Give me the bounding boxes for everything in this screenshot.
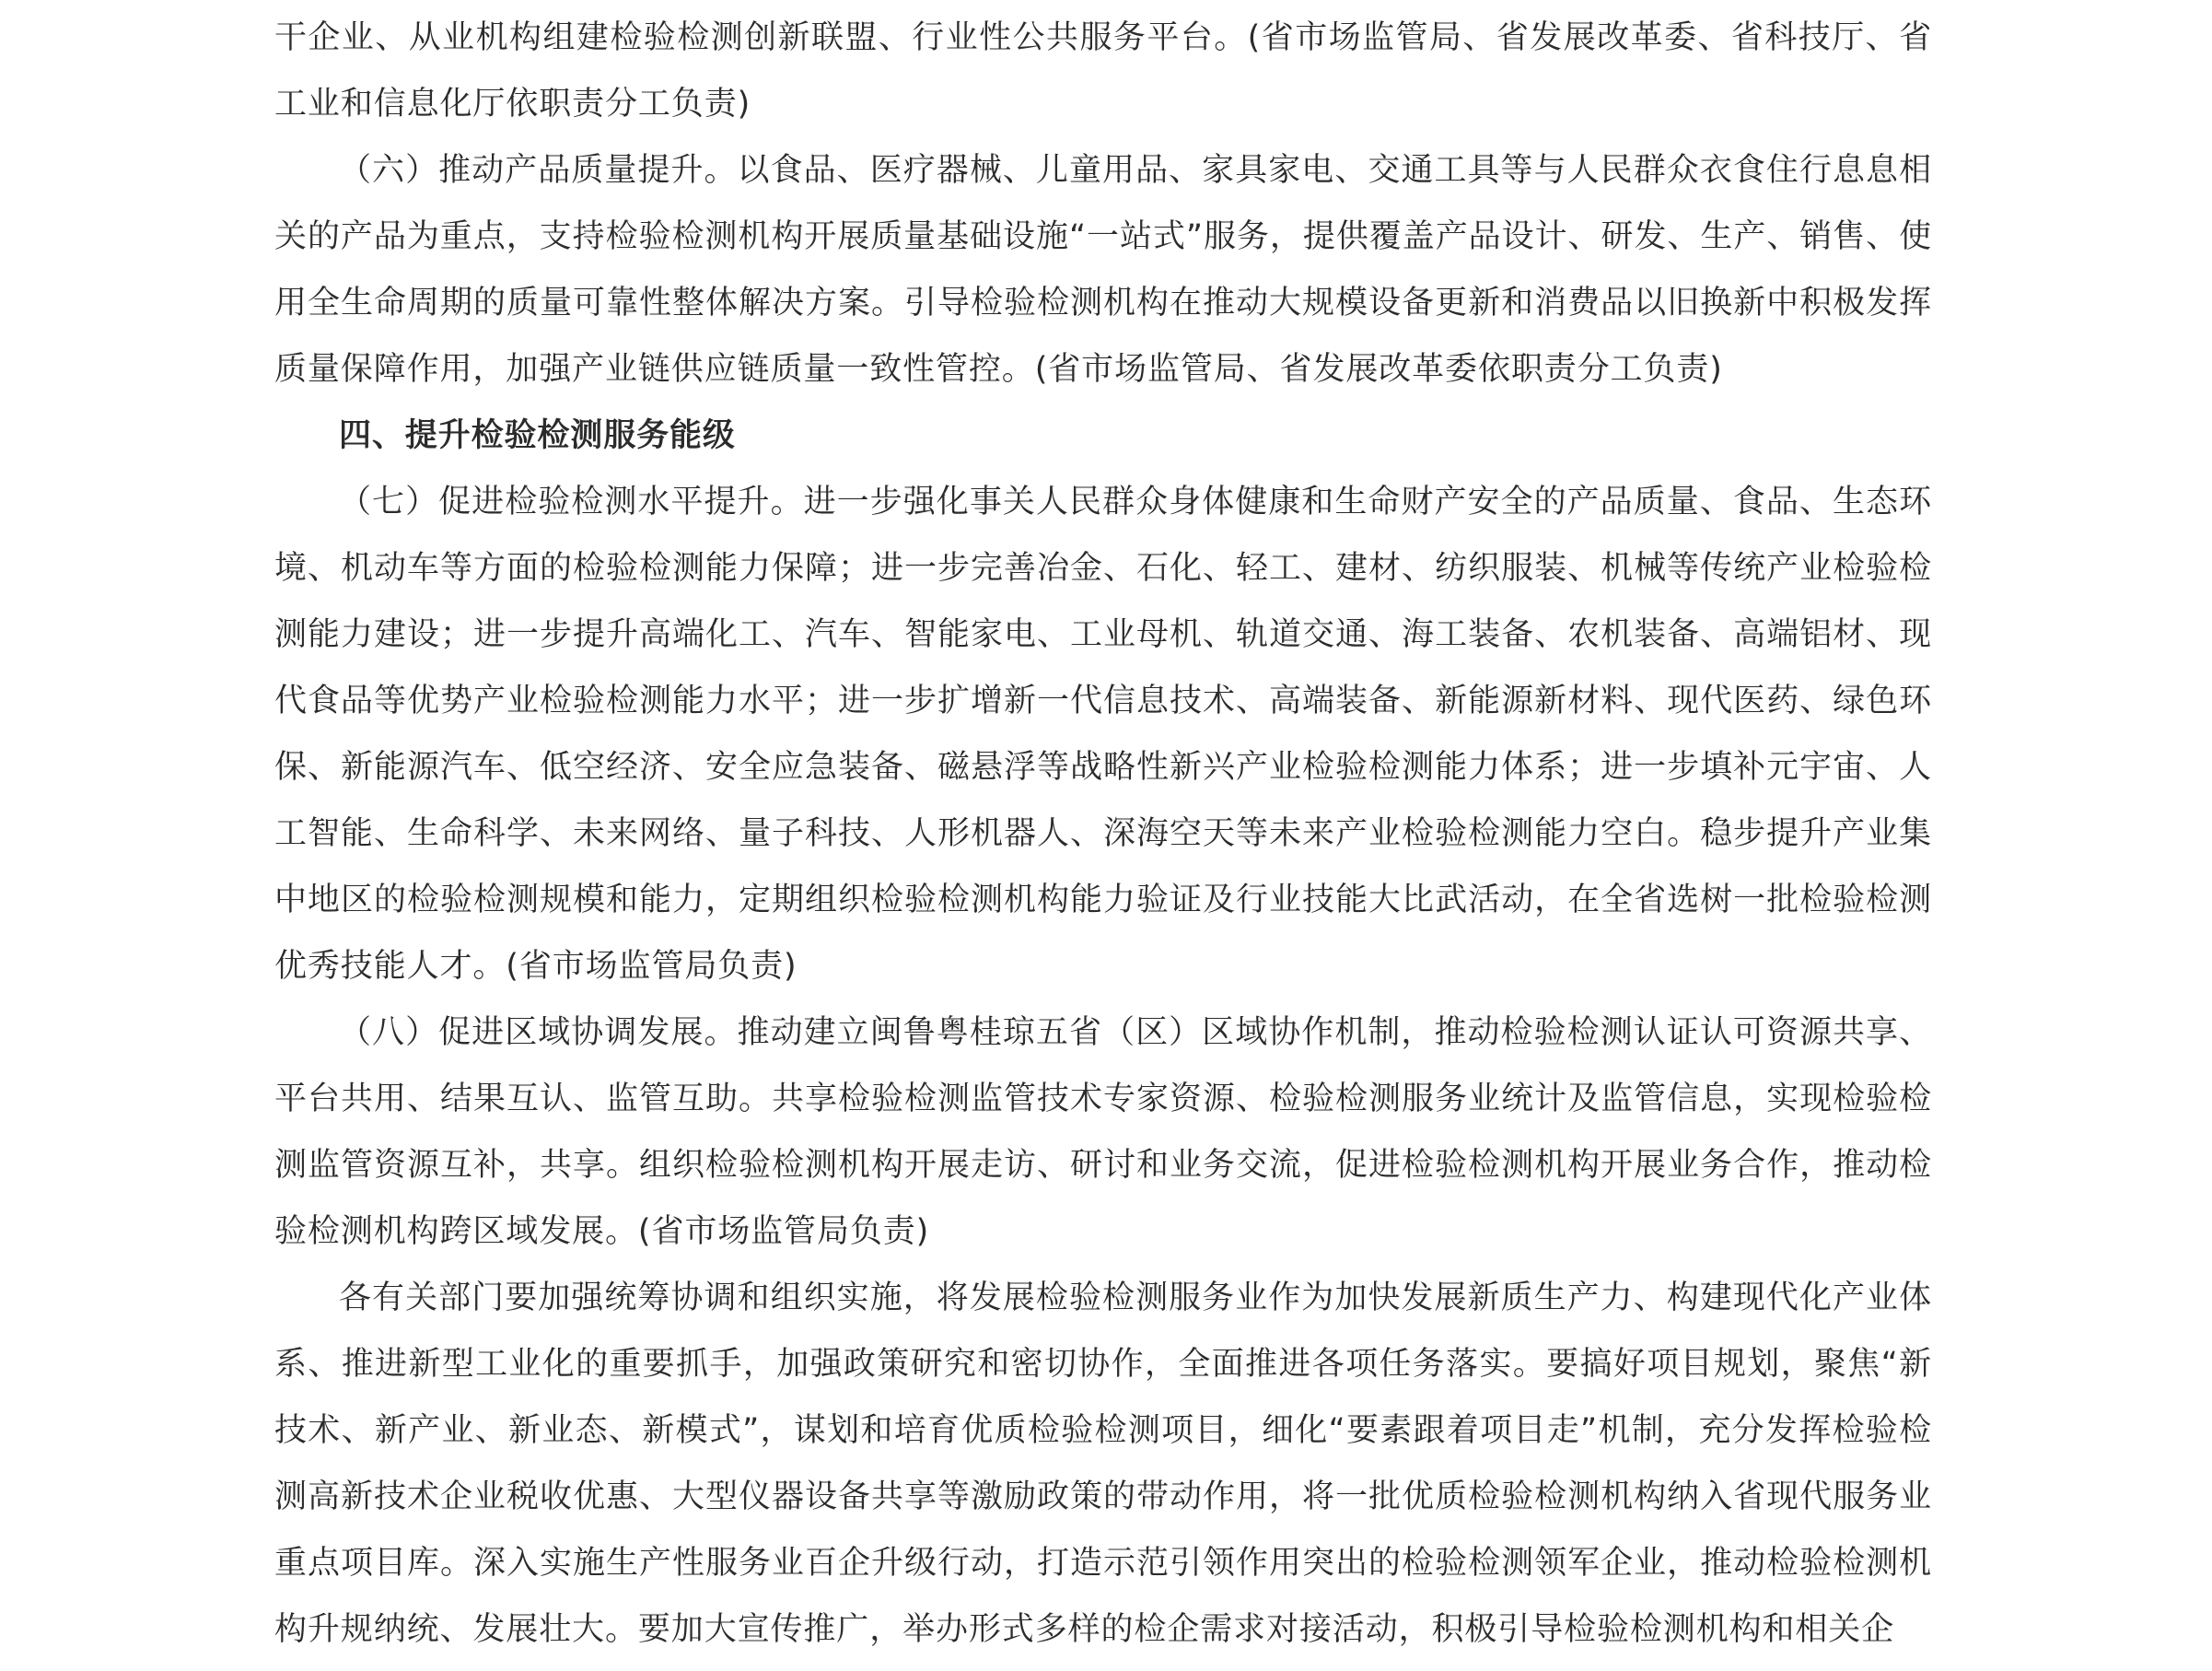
paragraph-continuation: 干企业、从业机构组建检验检测创新联盟、行业性公共服务平台。(省市场监管局、省发展改革委、省科技厅、省工业和信息化厅依职责分工负责)	[274, 19, 1932, 123]
paragraph-item-8: （八）促进区域协调发展。推动建立闽鲁粤桂琼五省（区）区域协作机制，推动检验检测认证认可资源共享、平台共用、结果互认、监管互助。共享检验检测监管技术专家资源、检验检测服务业统计及监管信息，实现检验检测监管资源互补，共享。组织检验检测机构开展走访、研讨和业务交流，促进检验检测机构开展业务合作，推动检验检测机构跨区域发展。(省市场监管局负责)	[274, 1014, 1932, 1250]
document-page	[274, 0, 1932, 1671]
paragraph-closing: 各有关部门要加强统筹协调和组织实施，将发展检验检测服务业作为加快发展新质生产力、构建现代化产业体系、推进新型工业化的重要抓手，加强政策研究和密切协作，全面推进各项任务落实。要搞好项目规划，聚焦“新技术、新产业、新业态、新模式”，谋划和培育优质检验检测项目，细化“要素跟着项目走”机制，充分发挥检验检测高新技术企业税收优惠、大型仪器设备共享等激励政策的带动作用，将一批优质检验检测机构纳入省现代服务业重点项目库。深入实施生产性服务业百企升级行动，打造示范引领作用突出的检验检测领军企业，推动检验检测机构升规纳统、发展壮大。要加大宣传推广，举办形式多样的检企需求对接活动，积极引导检验检测机构和相关企	[274, 1280, 1932, 1648]
section-heading-4: 四、提升检验检测服务能级	[339, 417, 736, 454]
paragraph-item-6: （六）推动产品质量提升。以食品、医疗器械、儿童用品、家具家电、交通工具等与人民群众衣食住行息息相关的产品为重点，支持检验检测机构开展质量基础设施“一站式”服务，提供覆盖产品设计、研发、生产、销售、使用全生命周期的质量可靠性整体解决方案。引导检验检测机构在推动大规模设备更新和消费品以旧换新中积极发挥质量保障作用，加强产业链供应链质量一致性管控。(省市场监管局、省发展改革委依职责分工负责)	[274, 152, 1932, 388]
paragraph-item-7: （七）促进检验检测水平提升。进一步强化事关人民群众身体健康和生命财产安全的产品质量、食品、生态环境、机动车等方面的检验检测能力保障；进一步完善冶金、石化、轻工、建材、纺织服装、机械等传统产业检验检测能力建设；进一步提升高端化工、汽车、智能家电、工业母机、轨道交通、海工装备、农机装备、高端铝材、现代食品等优势产业检验检测能力水平；进一步扩增新一代信息技术、高端装备、新能源新材料、现代医药、绿色环保、新能源汽车、低空经济、安全应急装备、磁悬浮等战略性新兴产业检验检测能力体系；进一步填补元宇宙、人工智能、生命科学、未来网络、量子科技、人形机器人、深海空天等未来产业检验检测能力空白。稳步提升产业集中地区的检验检测规模和能力，定期组织检验检测机构能力验证及行业技能大比武活动，在全省选树一批检验检测优秀技能人才。(省市场监管局负责)	[274, 484, 1932, 985]
